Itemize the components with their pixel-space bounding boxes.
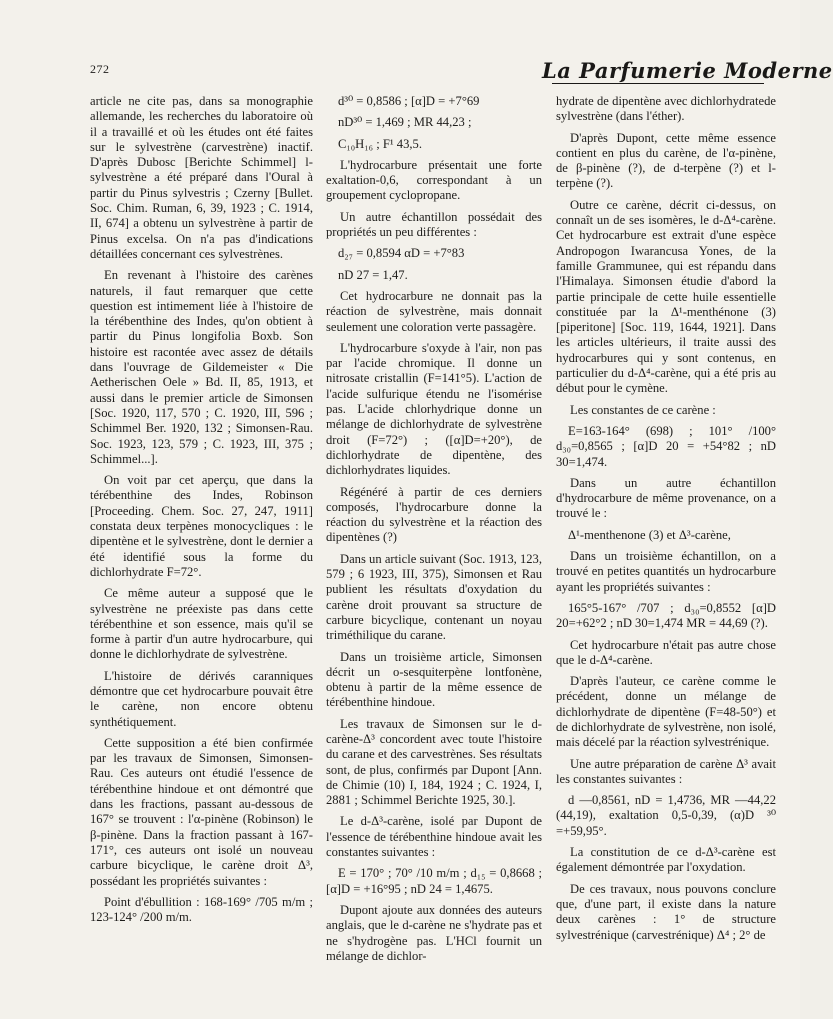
page-number: 272: [90, 62, 110, 76]
text-column-1: [90, 94, 313, 931]
paragraph: article ne cite pas, dans sa monographie allemande, les recherches du laboratoire où il a travaillé et où les études ont été faites sur le sylvestrène (carvestrène) inactif. D'après Dubosc [Berichte Schimmel] l-sylvestrène a été préparé dans l'Oural à partir du Pinus sylvestris ; Czerny [Bullet. Soc. Chim. Ruman, 6, 39, 1923 ; C. 1914, II, 674] a obtenu un sylvestrène à partir de Pinus excelsa. On n'a pas d'indications détaillées concernant ces sylvestrènes.: [90, 94, 313, 261]
paragraph: Cet hydrocarbure ne donnait pas la réaction de sylvestrène, mais donnait seulement une coloration verte passagère.: [326, 288, 542, 334]
formula-line: E=163-164° (698) ; 101° /100° d₃₀=0,8565 ; [α]D 20 = +54°82 ; nD 30=1,474.: [556, 423, 776, 469]
formula-line: 165°5-167° /707 ; d₃₀=0,8552 [α]D 20=+62°2 ; nD 30=1,474 MR = 44,69 (?).: [556, 600, 776, 631]
text-column-2: [326, 94, 542, 970]
formula-line: d³⁰ = 0,8586 ; [α]D = +7°69: [338, 94, 480, 108]
paragraph: L'histoire de dérivés caranniques démontre que cet hydrocarbure pouvait être le carène, non encore obtenu synthétiquement.: [90, 668, 313, 729]
paragraph: Cet hydrocarbure n'était pas autre chose que le d-Δ⁴-carène.: [556, 637, 776, 667]
formula-line: d₂₇ = 0,8594 αD = +7°83: [338, 246, 465, 261]
paragraph: La constitution de ce d-Δ³-carène est également démontrée par l'oxydation.: [556, 845, 776, 875]
text-column-3: [556, 94, 776, 949]
masthead-underline: [552, 83, 764, 84]
formula-line: C₁₀H₁₆ ; F¹ 43,5.: [338, 136, 422, 151]
formula-line: E = 170° ; 70° /10 m/m ; d₁₅ = 0,8668 ; [α]D = +16°95 ; nD 24 = 1,4675.: [326, 866, 542, 896]
paragraph: Les constantes de ce carène :: [570, 402, 716, 417]
paragraph: Outre ce carène, décrit ci-dessus, on connaît un de ses isomères, le d-Δ⁴-carène. Cet hydrocarbure est extrait d'une espèce Andropogon Iwarancusa Yones, de la famille Grammunee, qui est répandu dans l'Himalaya. Simonsen étudie d'abord la partie principale de cette huile essentielle constituée par la Δ¹-menthénone (3) [piperitone] [Soc. 119, 1644, 1921]. Dans les articles ultérieurs, il traite aussi des hydrocarbures qui y sont contenus, en particulier du d-Δ⁴-carène, qui a été pris au début pour le cymène.: [556, 197, 776, 396]
paragraph: On voit par cet aperçu, que dans la térébenthine des Indes, Robinson [Proceeding. Chem. Soc. 27, 247, 1911] constata deux terpènes monocycliques : le dipentène et le sylvestrène, dont le dernier a été identifié sous la forme du dichlorhydrate F=72°.: [90, 473, 313, 579]
paragraph: L'hydrocarbure s'oxyde à l'air, non pas par l'acide chromique. Il donne un nitrosate cristallin (F=141°5). L'action de l'acide sulfurique étendu ne l'isomérise pas. L'acide chlorhydrique donne un mélange de dichlorhydrate de sylvestrène droit (F=72°) ; ([α]D=+20°), de dichlorhydrate de dipentène, des dichlorhydrates liquides.: [326, 340, 542, 478]
paragraph: D'après Dupont, cette même essence contient en plus du carène, de l'α-pinène, de β-pinène (?), de d-terpène (?) et l-terpène (?).: [556, 130, 776, 191]
formula-line: Δ¹-menthenone (3) et Δ³-carène,: [568, 527, 731, 542]
paragraph: Une autre préparation de carène Δ³ avait les constantes suivantes :: [556, 756, 776, 786]
paragraph: Les travaux de Simonsen sur le d-carène-Δ³ concordent avec toute l'histoire du carane et des carvestrènes. Ses résultats sont, de plus, confirmés par Dupont [Ann. de Chimie (10) I, 184, 1924 ; C. 1924, I, 2881 ; Schimmel Berichte 1925, 30.].: [326, 716, 542, 808]
paragraph: Ce même auteur a supposé que le sylvestrène ne préexiste pas dans cette térébenthine et son essence, mais qu'il se forme à partir d'un autre hydrocarbure, qui donne le dichlorhydrate de sylvestrène.: [90, 586, 313, 662]
paragraph: En revenant à l'histoire des carènes naturels, il faut remarquer que cette question est intimement liée à l'histoire de la térébenthine des Indes, qu'on obtient à partir du Pinus longifolia Boxb. Son histoire est racontée avec assez de détails dans l'ouvrage de Gildemeister « Die Aetherischen Oele » Bd. II, 85, 1913, et aussi dans le premier article de Simonsen [Soc. 1920, 117, 570 ; C. 1920, III, 596 ; Schimmel Ber. 1920, 132 ; Simonsen-Rau. Soc. 1923, 123, 579 ; C. 1923, III, 375 ; Schimmel...].: [90, 268, 313, 466]
paragraph: Un autre échantillon possédait des propriétés un peu différentes :: [326, 209, 542, 240]
paragraph: L'hydrocarbure présentait une forte exaltation-0,6, correspondant à un groupement cyclopropane.: [326, 157, 542, 203]
paragraph: Dans un troisième échantillon, on a trouvé en petites quantités un hydrocarbure ayant les propriétés suivantes :: [556, 549, 776, 594]
paragraph: Dans un troisième article, Simonsen décrit un o-sesquiterpène lontfonène, obtenu à partir de la même essence de térébenthine hindoue.: [326, 649, 542, 710]
paragraph: D'après l'auteur, ce carène comme le précédent, donne un mélange de dichlorhydrate de dipentène (F=48-50°) et de dichlorhydrate de sylvestrène, non isolé, mais décelé par la réaction sylvestrénique.: [556, 674, 776, 750]
magazine-title: La Parfumerie Moderne: [542, 58, 833, 83]
masthead: [540, 50, 833, 90]
paragraph: De ces travaux, nous pouvons conclure que, d'une part, il existe dans la nature deux carènes : 1° de structure sylvestrénique (carvestrénique) Δ⁴ ; 2° de: [556, 881, 776, 942]
paragraph: Dans un article suivant (Soc. 1913, 123, 579 ; 6 1923, III, 375), Simonsen et Rau publient les résultats d'oxydation du carène droit prouvant sa structure de carbure bicyclique, contenant un noyau triméthilique du carane.: [326, 551, 542, 643]
paragraph: Dupont ajoute aux données des auteurs anglais, que le d-carène ne s'hydrate pas et ne s'hydrogène pas. L'HCl fournit un mélange de dichlor-: [326, 902, 542, 963]
formula-line: nD 27 = 1,47.: [338, 267, 408, 282]
formula-line: nD³⁰ = 1,469 ; MR 44,23 ;: [338, 115, 472, 130]
formula-line: d —0,8561, nD = 1,4736, MR —44,22 (44,19), exaltation 0,5-0,39, (α)D ³⁰ =+59,95°.: [556, 793, 776, 838]
paragraph: Point d'ébullition : 168-169° /705 m/m ; 123-124° /200 m/m.: [90, 894, 313, 925]
paragraph: Dans un autre échantillon d'hydrocarbure de même provenance, on a trouvé le :: [556, 475, 776, 521]
paragraph: Cette supposition a été bien confirmée par les travaux de Simonsen, Simonsen-Rau. Ces auteurs ont étudié l'essence de térébenthine hindoue et ont démontré que dans les fractions, passant au-dessous de 167° se trouvent : l'α-pinène (Robinson) le β-pinène. Dans la fraction passant à 167-171°, ces auteurs ont isolé un nouveau carbure bicyclique, le carène droit Δ³, possédant les propriétés suivantes :: [90, 735, 313, 888]
paragraph: hydrate de dipentène avec dichlorhydratede sylvestrène (dans l'éther).: [556, 94, 776, 124]
paragraph: Le d-Δ³-carène, isolé par Dupont de l'essence de térébenthine hindoue avait les constantes suivantes :: [326, 814, 542, 860]
paragraph: Régénéré à partir de ces derniers composés, l'hydrocarbure donne la réaction du sylvestrène et la réaction des dipentènes (?): [326, 484, 542, 545]
